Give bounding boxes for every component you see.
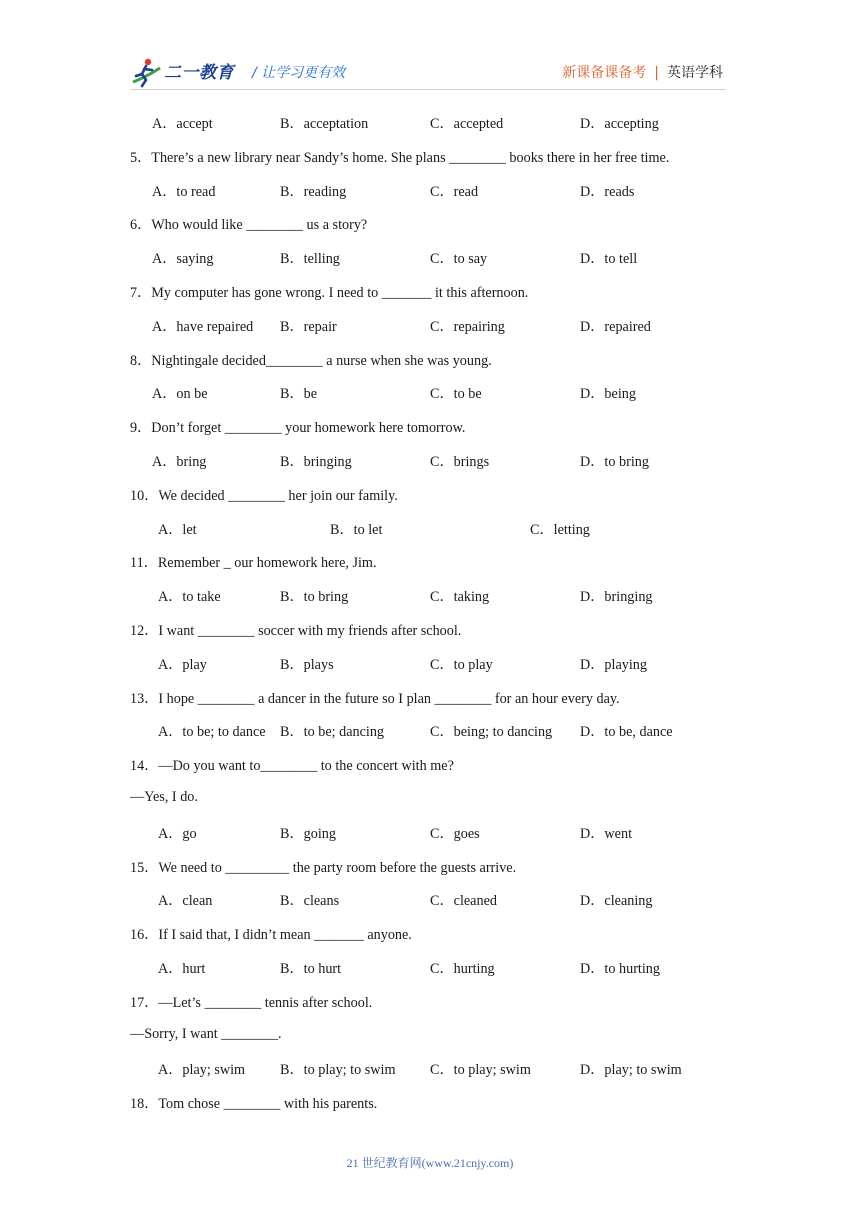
answer-option: D．accepting (580, 116, 659, 132)
answer-option: A．have repaired (152, 318, 254, 335)
question-text: 18．Tom chose ________ with his parents. (130, 1096, 378, 1113)
answer-option: B．to be; dancing (280, 724, 385, 741)
page-header (0, 0, 860, 100)
question-text: 5．There’s a new library near Sandy’s home. She plans ________ books there in her free time. (130, 149, 670, 166)
header-subject: 英语学科 (667, 65, 723, 81)
answer-option: B．telling (280, 251, 340, 268)
answer-option: D．went (580, 825, 633, 842)
answer-option: D．to be, dance (580, 724, 673, 741)
answer-option: B．to hurt (280, 961, 342, 977)
header-separator: | (654, 65, 659, 81)
answer-option: B．going (280, 825, 336, 842)
answer-option: A．bring (152, 454, 207, 470)
answer-option: B．repair (280, 318, 337, 335)
question-text: 12．I want ________ soccer with my friends after school. (130, 623, 462, 639)
answer-option: C．read (430, 183, 479, 200)
answer-option: A．play (158, 656, 207, 673)
question-text: —Yes, I do. (130, 789, 198, 805)
question-text: 14．—Do you want to________ to the concert with me? (130, 758, 454, 775)
question-text: 8．Nightingale decided________ a nurse when she was young. (130, 352, 492, 369)
answer-option: A．to be; to dance (158, 724, 266, 741)
answer-option: B．bringing (280, 454, 352, 470)
answer-option: A．let (158, 521, 197, 538)
logo (130, 56, 240, 90)
logo-text: 二一教育 (164, 63, 234, 83)
answer-option: B．plays (280, 656, 334, 673)
answer-option: C．being; to dancing (430, 724, 553, 741)
answer-option: B．to bring (280, 589, 349, 606)
answer-option: D．reads (580, 183, 635, 200)
answer-option: A．clean (158, 893, 213, 910)
question-text: —Sorry, I want ________. (130, 1025, 282, 1042)
answer-option: B．be (280, 386, 318, 403)
question-text: 9．Don’t forget ________ your homework here tomorrow. (130, 420, 466, 437)
question-text: 11．Remember _ our homework here, Jim. (130, 555, 377, 572)
answer-option: D．playing (580, 656, 647, 673)
answer-option: C．accepted (430, 116, 504, 132)
answer-option: B．reading (280, 183, 347, 200)
footer: 21 世纪教育网(www.21cnjy.com) (346, 1156, 514, 1170)
answer-option: D．to hurting (580, 961, 660, 977)
question-text: 13．I hope ________ a dancer in the future so I plan ________ for an hour every day. (130, 690, 620, 707)
answer-option: B．to play; to swim (280, 1062, 396, 1079)
question-text: 16．If I said that, I didn’t mean _______ anyone. (130, 927, 412, 944)
answer-option: C．to say (430, 251, 488, 268)
answer-option: A．go (158, 825, 197, 842)
header-tag: 新课备课备考 (562, 65, 647, 81)
answer-option: C．to play; swim (430, 1062, 531, 1079)
answer-option: C．repairing (430, 318, 505, 335)
question-text: 17．—Let’s ________ tennis after school. (130, 994, 373, 1011)
answer-option: A．hurt (158, 961, 206, 977)
answer-option: D．repaired (580, 318, 651, 335)
answer-option: C．cleaned (430, 893, 497, 910)
answer-option: C．brings (430, 454, 490, 470)
answer-option: B．acceptation (280, 116, 369, 132)
question-text: 7．My computer has gone wrong. I need to _______ it this afternoon. (130, 285, 529, 301)
answer-option: A．accept (152, 116, 213, 132)
answer-option: C．goes (430, 825, 480, 842)
question-text: 10．We decided ________ her join our family. (130, 487, 398, 504)
answer-option: A．saying (152, 251, 214, 268)
header-right (562, 62, 723, 82)
answer-option: C．letting (530, 521, 590, 538)
answer-option: C．to be (430, 386, 482, 403)
answer-option: D．to tell (580, 251, 638, 268)
answer-option: D．play; to swim (580, 1062, 682, 1079)
answer-option: A．on be (152, 386, 208, 403)
answer-option: D．being (580, 386, 636, 403)
answer-option: D．cleaning (580, 893, 653, 910)
answer-option: B．cleans (280, 893, 340, 910)
header-divider (130, 89, 726, 90)
answer-option: C．to play (430, 656, 493, 673)
answer-option: C．hurting (430, 961, 495, 977)
answer-option: A．to take (158, 589, 221, 606)
answer-option: D．to bring (580, 454, 649, 470)
slogan: / 让学习更有效 (252, 65, 346, 81)
runner-logo-icon (130, 56, 164, 90)
question-text: 15．We need to _________ the party room before the guests arrive. (130, 859, 517, 876)
answer-option: C．taking (430, 589, 490, 606)
answer-option: B．to let (330, 521, 383, 538)
question-text: 6．Who would like ________ us a story? (130, 217, 368, 234)
answer-option: A．to read (152, 183, 216, 200)
answer-option: D．bringing (580, 589, 653, 606)
answer-option: A．play; swim (158, 1062, 246, 1079)
